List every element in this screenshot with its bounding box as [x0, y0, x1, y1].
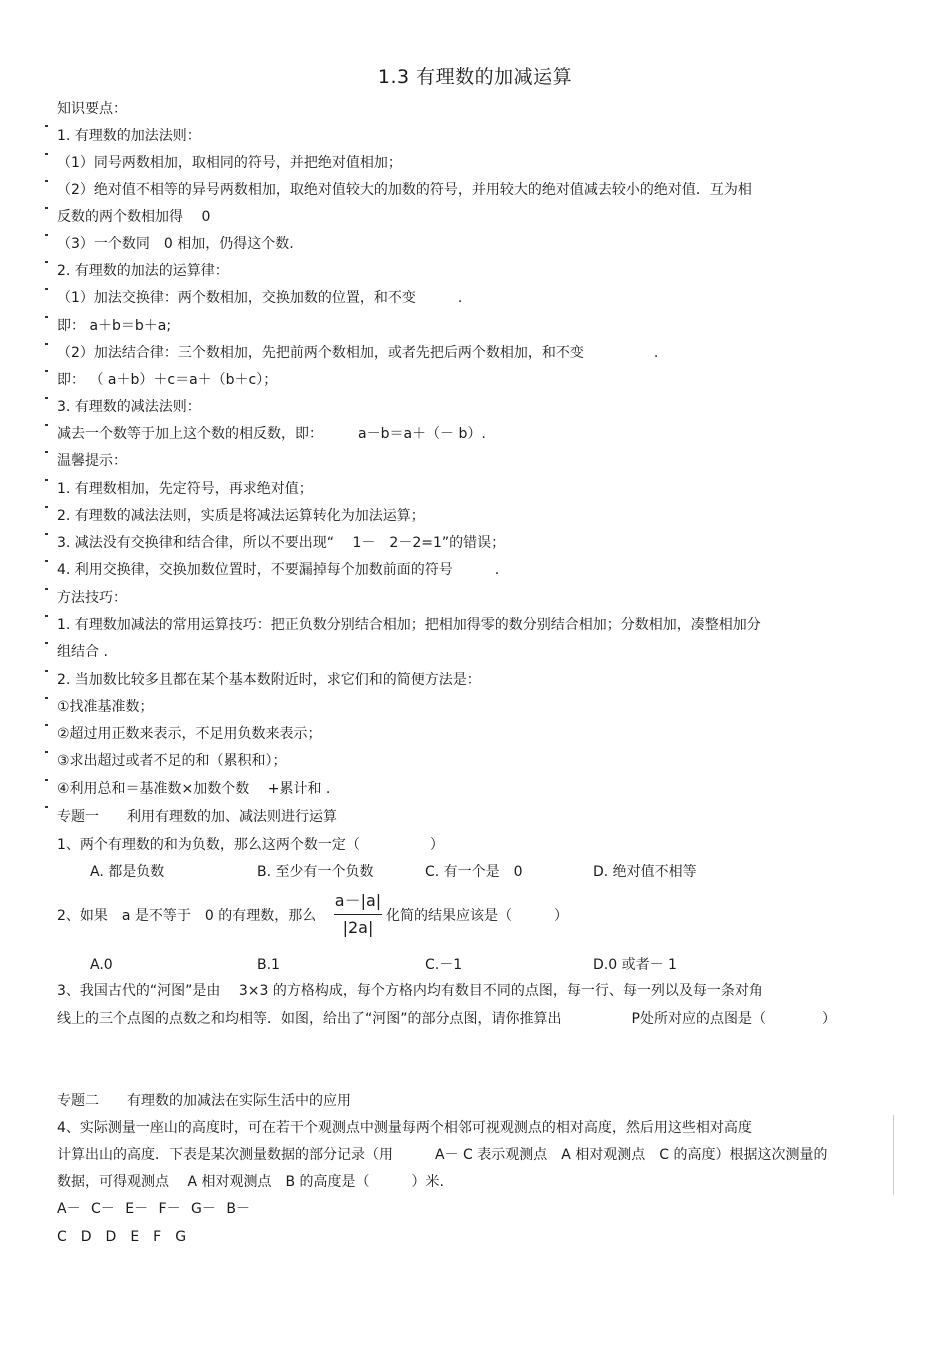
margin-mark [45, 234, 48, 236]
knowledge-item-2-1: （1）加法交换律：两个数相加，交换加数的位置，和不变 . [57, 290, 463, 306]
margin-mark [45, 397, 48, 399]
question-1-option-a: A. 都是负数 [90, 864, 165, 880]
margin-mark [45, 180, 48, 182]
question-4-line-a: 4、实际测量一座山的高度时，可在若干个观测点中测量每两个相邻可视观测点的相对高度，然后用这些相对高度 [57, 1120, 752, 1136]
question-3-line-b: 线上的三个点图的点数之和均相等．如图，给出了“河图”的部分点图，请你推算出 P处所对应的点图是（ ） [57, 1011, 836, 1027]
knowledge-item-3-1: 减去一个数等于加上这个数的相反数，即： a－b＝a＋（－ b）. [57, 426, 486, 442]
margin-mark [45, 615, 48, 617]
question-1-option-b: B. 至少有一个负数 [257, 864, 374, 880]
margin-mark [45, 560, 48, 562]
margin-mark [45, 370, 48, 372]
knowledge-item-2: 2. 有理数的加法的运算律： [57, 263, 229, 279]
question-2-fraction [334, 890, 382, 939]
measurement-table-row-1: A－ C－ E－ F－ G－ B－ [57, 1201, 250, 1217]
topic-1-heading: 专题一 利用有理数的加、减法则进行运算 [57, 809, 337, 825]
question-2-suffix: 化简的结果应该是（ ） [386, 908, 568, 924]
knowledge-item-1-1: （1）同号两数相加，取相同的符号，并把绝对值相加； [57, 155, 402, 171]
knowledge-item-1-2a: （2）绝对值不相等的异号两数相加，取绝对值较大的加数的符号，并用较大的绝对值减去较小的绝对值．互为相 [57, 182, 752, 198]
margin-mark [45, 125, 48, 127]
tip-item-3: 3. 减法没有交换律和结合律，所以不要出现“ 1－ 2－2=1”的错误； [57, 535, 506, 551]
margin-mark [45, 642, 48, 644]
knowledge-item-2-2: （2）加法结合律：三个数相加，先把前两个数相加，或者先把后两个数相加，和不变 . [57, 345, 659, 361]
measurement-table-row-2: C D D E F G [57, 1229, 187, 1245]
question-2-prefix: 2、如果 a 是不等于 0 的有理数，那么 [57, 908, 317, 924]
question-1-option-d: D. 绝对值不相等 [593, 864, 697, 880]
question-2-option-a: A.0 [90, 957, 113, 973]
margin-mark [45, 479, 48, 481]
method-item-1b: 组结合 . [57, 644, 108, 660]
margin-mark [45, 506, 48, 508]
fraction-numerator: a－|a| [334, 891, 382, 910]
method-item-2-4: ④利用总和＝基准数×加数个数 +累计和 . [57, 781, 331, 797]
knowledge-item-3: 3. 有理数的减法法则： [57, 399, 201, 415]
tip-item-2: 2. 有理数的减法法则，实质是将减法运算转化为加法运算； [57, 508, 425, 524]
margin-mark [45, 343, 48, 345]
question-4-line-c: 数据，可得观测点 A 相对观测点 B 的高度是（ ）米. [57, 1174, 444, 1190]
method-item-2-2: ②超过用正数来表示，不足用负数来表示； [57, 726, 322, 742]
margin-mark [45, 424, 48, 426]
knowledge-item-2-1-formula: 即： a＋b＝b＋a; [57, 318, 172, 334]
question-1-option-c: C. 有一个是 0 [425, 864, 523, 880]
margin-mark [45, 697, 48, 699]
margin-mark [45, 288, 48, 290]
question-2-option-c: C.－1 [425, 957, 463, 973]
margin-mark [45, 751, 48, 753]
question-3-line-a: 3、我国古代的“河图”是由 3×3 的方格构成，每个方格内均有数目不同的点图，每一行、每一列以及每一条对角 [57, 983, 763, 999]
margin-mark [45, 316, 48, 318]
question-4-line-b: 计算出山的高度．下表是某次测量数据的部分记录（用 A－ C 表示观测点 A 相对观测点 C 的高度）根据这次测量的 [57, 1147, 828, 1163]
topic-2-heading: 专题二 有理数的加减法在实际生活中的应用 [57, 1093, 351, 1109]
margin-mark [45, 533, 48, 535]
fraction-bar [334, 914, 382, 915]
margin-mark [45, 779, 48, 781]
knowledge-item-1-3: （3）一个数同 0 相加，仍得这个数. [57, 236, 294, 252]
margin-mark [45, 806, 48, 808]
knowledge-item-1: 1. 有理数的加法法则： [57, 128, 201, 144]
knowledge-item-2-2-formula: 即： （ a＋b）＋c＝a＋（b＋c）； [57, 372, 278, 388]
margin-mark [45, 724, 48, 726]
fraction-denominator: |2a| [342, 918, 374, 937]
section-tips-heading: 温馨提示： [57, 453, 127, 469]
tip-item-4: 4. 利用交换律，交换加数位置时，不要漏掉每个加数前面的符号 . [57, 562, 500, 578]
section-knowledge-heading: 知识要点： [57, 101, 127, 117]
question-1: 1、两个有理数的和为负数，那么这两个数一定（ ） [57, 837, 444, 853]
margin-mark [45, 451, 48, 453]
question-2-option-d: D.0 或者－ 1 [593, 957, 677, 973]
margin-mark [45, 153, 48, 155]
section-methods-heading: 方法技巧： [57, 590, 127, 606]
margin-mark [45, 207, 48, 209]
method-item-2: 2. 当加数比较多且都在某个基本数附近时，求它们和的简便方法是： [57, 672, 481, 688]
margin-mark [45, 588, 48, 590]
question-2-option-b: B.1 [257, 957, 280, 973]
method-item-2-1: ①找准基准数； [57, 699, 154, 715]
method-item-1a: 1. 有理数加减法的常用运算技巧：把正负数分别结合相加；把相加得零的数分别结合相加；分数相加，凑整相加分 [57, 617, 761, 633]
method-item-2-3: ③求出超过或者不足的和（累积和）； [57, 753, 287, 769]
table-border-line [893, 1115, 894, 1195]
margin-mark [45, 670, 48, 672]
margin-mark [45, 261, 48, 263]
page-title: 1.3 有理数的加减运算 [377, 66, 573, 88]
tip-item-1: 1. 有理数相加，先定符号，再求绝对值； [57, 481, 313, 497]
knowledge-item-1-2b: 反数的两个数相加得 0 [57, 209, 211, 225]
